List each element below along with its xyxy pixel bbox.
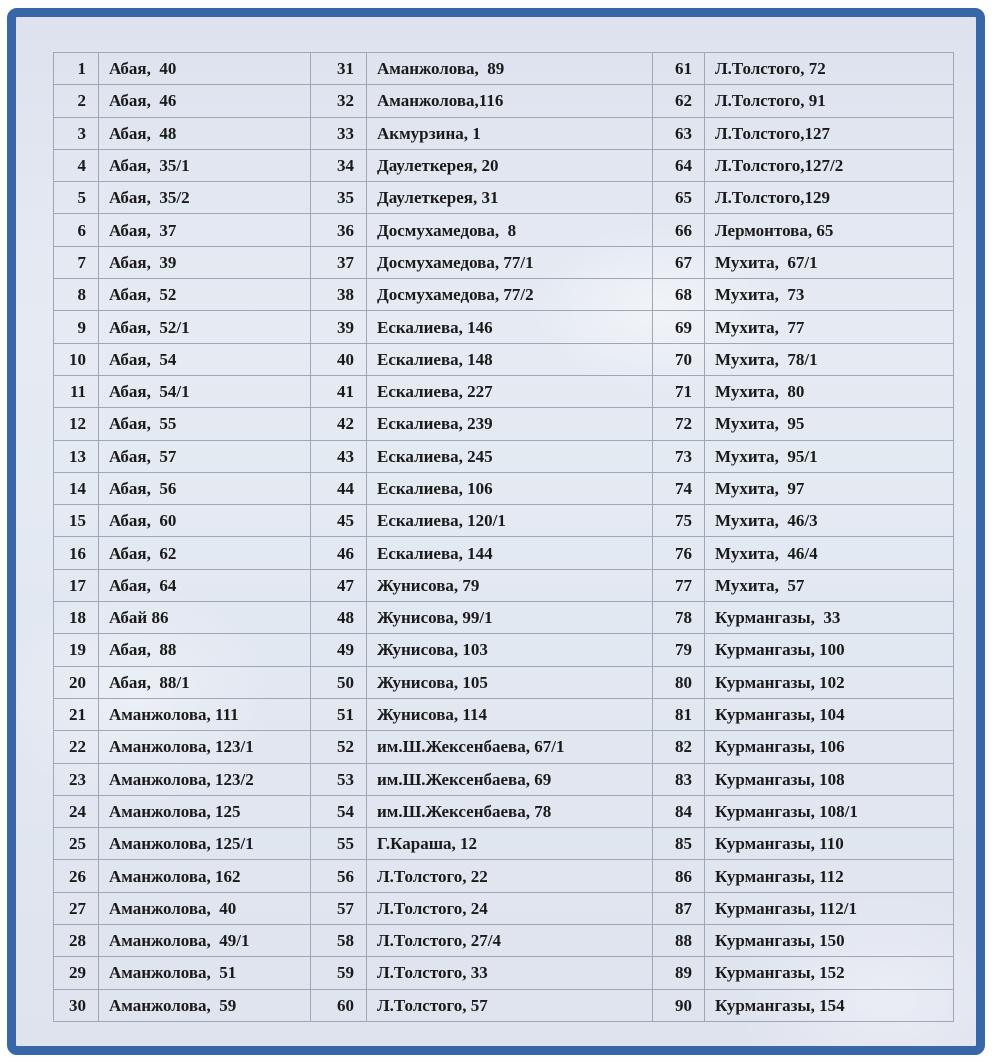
document-frame	[7, 8, 985, 1055]
address-cell: Ескалиева, 106	[367, 472, 653, 504]
row-number: 47	[311, 569, 367, 601]
row-number: 53	[311, 763, 367, 795]
address-cell: Курмангазы, 150	[705, 925, 954, 957]
row-number: 23	[54, 763, 99, 795]
row-number: 66	[653, 214, 705, 246]
table-row	[54, 279, 954, 311]
address-cell: Г.Караша, 12	[367, 828, 653, 860]
row-number: 27	[54, 892, 99, 924]
row-number: 41	[311, 375, 367, 407]
table-row	[54, 246, 954, 278]
address-cell: Курмангазы, 112	[705, 860, 954, 892]
address-cell: Л.Толстого, 33	[367, 957, 653, 989]
address-cell: Ескалиева, 227	[367, 375, 653, 407]
address-cell: Аманжолова, 89	[367, 53, 653, 85]
row-number: 63	[653, 117, 705, 149]
table-row	[54, 505, 954, 537]
address-cell: Л.Толстого,127	[705, 117, 954, 149]
address-cell: Даулеткерея, 20	[367, 149, 653, 181]
row-number: 48	[311, 602, 367, 634]
address-cell: Аманжолова, 111	[99, 698, 311, 730]
address-cell: Абая, 37	[99, 214, 311, 246]
table-row	[54, 537, 954, 569]
table-row	[54, 440, 954, 472]
row-number: 1	[54, 53, 99, 85]
row-number: 87	[653, 892, 705, 924]
address-cell: Абая, 88/1	[99, 666, 311, 698]
address-cell: Абая, 57	[99, 440, 311, 472]
row-number: 16	[54, 537, 99, 569]
row-number: 3	[54, 117, 99, 149]
table-row	[54, 892, 954, 924]
address-cell: Аманжолова, 125/1	[99, 828, 311, 860]
row-number: 88	[653, 925, 705, 957]
row-number: 82	[653, 731, 705, 763]
table-row	[54, 85, 954, 117]
table-row	[54, 925, 954, 957]
table-row	[54, 311, 954, 343]
table-row	[54, 53, 954, 85]
address-cell: Курмангазы, 154	[705, 989, 954, 1021]
address-cell: Курмангазы, 100	[705, 634, 954, 666]
address-cell: Абая, 35/2	[99, 182, 311, 214]
row-number: 28	[54, 925, 99, 957]
address-cell: Абая, 54	[99, 343, 311, 375]
address-cell: Досмухамедова, 77/2	[367, 279, 653, 311]
address-cell: им.Ш.Жексенбаева, 69	[367, 763, 653, 795]
address-cell: Лермонтова, 65	[705, 214, 954, 246]
row-number: 58	[311, 925, 367, 957]
row-number: 15	[54, 505, 99, 537]
address-cell: Л.Толстого, 91	[705, 85, 954, 117]
row-number: 85	[653, 828, 705, 860]
row-number: 31	[311, 53, 367, 85]
row-number: 5	[54, 182, 99, 214]
address-cell: Мухита, 78/1	[705, 343, 954, 375]
row-number: 74	[653, 472, 705, 504]
address-cell: Аманжолова, 40	[99, 892, 311, 924]
address-cell: Абая, 39	[99, 246, 311, 278]
address-cell: Курмангазы, 106	[705, 731, 954, 763]
table-row	[54, 602, 954, 634]
address-cell: Жунисова, 99/1	[367, 602, 653, 634]
address-cell: Аманжолова, 123/2	[99, 763, 311, 795]
address-cell: Аманжолова,116	[367, 85, 653, 117]
table-row	[54, 731, 954, 763]
table-row	[54, 214, 954, 246]
row-number: 4	[54, 149, 99, 181]
row-number: 52	[311, 731, 367, 763]
row-number: 61	[653, 53, 705, 85]
row-number: 18	[54, 602, 99, 634]
address-cell: Курмангазы, 108/1	[705, 795, 954, 827]
row-number: 12	[54, 408, 99, 440]
table-row	[54, 795, 954, 827]
row-number: 2	[54, 85, 99, 117]
address-cell: Аманжолова, 49/1	[99, 925, 311, 957]
address-cell: Мухита, 77	[705, 311, 954, 343]
address-cell: Л.Толстого,129	[705, 182, 954, 214]
table-row	[54, 472, 954, 504]
address-cell: Абая, 52/1	[99, 311, 311, 343]
row-number: 57	[311, 892, 367, 924]
address-cell: Ескалиева, 144	[367, 537, 653, 569]
address-cell: Абая, 60	[99, 505, 311, 537]
table-row	[54, 989, 954, 1021]
address-cell: Л.Толстого, 27/4	[367, 925, 653, 957]
row-number: 72	[653, 408, 705, 440]
address-cell: Мухита, 95	[705, 408, 954, 440]
table-row	[54, 569, 954, 601]
row-number: 90	[653, 989, 705, 1021]
row-number: 83	[653, 763, 705, 795]
row-number: 64	[653, 149, 705, 181]
row-number: 21	[54, 698, 99, 730]
table-row	[54, 698, 954, 730]
address-cell: Абая, 46	[99, 85, 311, 117]
row-number: 67	[653, 246, 705, 278]
address-cell: Курмангазы, 102	[705, 666, 954, 698]
address-cell: Досмухамедова, 77/1	[367, 246, 653, 278]
address-cell: Досмухамедова, 8	[367, 214, 653, 246]
address-cell: Абая, 40	[99, 53, 311, 85]
row-number: 70	[653, 343, 705, 375]
row-number: 11	[54, 375, 99, 407]
address-cell: Аманжолова, 59	[99, 989, 311, 1021]
row-number: 84	[653, 795, 705, 827]
row-number: 49	[311, 634, 367, 666]
address-cell: Абая, 56	[99, 472, 311, 504]
row-number: 56	[311, 860, 367, 892]
row-number: 7	[54, 246, 99, 278]
row-number: 9	[54, 311, 99, 343]
row-number: 37	[311, 246, 367, 278]
row-number: 13	[54, 440, 99, 472]
address-cell: Аманжолова, 162	[99, 860, 311, 892]
address-cell: Мухита, 67/1	[705, 246, 954, 278]
address-cell: Курмангазы, 112/1	[705, 892, 954, 924]
row-number: 39	[311, 311, 367, 343]
address-cell: Абая, 48	[99, 117, 311, 149]
row-number: 24	[54, 795, 99, 827]
row-number: 81	[653, 698, 705, 730]
table-row	[54, 182, 954, 214]
address-table-body	[54, 53, 954, 1022]
row-number: 44	[311, 472, 367, 504]
row-number: 40	[311, 343, 367, 375]
address-cell: Мухита, 73	[705, 279, 954, 311]
row-number: 33	[311, 117, 367, 149]
row-number: 29	[54, 957, 99, 989]
address-cell: Мухита, 46/3	[705, 505, 954, 537]
table-row	[54, 860, 954, 892]
row-number: 51	[311, 698, 367, 730]
table-row	[54, 957, 954, 989]
address-cell: Л.Толстого, 72	[705, 53, 954, 85]
address-cell: Аманжолова, 123/1	[99, 731, 311, 763]
address-table	[53, 52, 954, 1022]
row-number: 77	[653, 569, 705, 601]
row-number: 68	[653, 279, 705, 311]
row-number: 8	[54, 279, 99, 311]
row-number: 75	[653, 505, 705, 537]
row-number: 34	[311, 149, 367, 181]
address-cell: Жунисова, 103	[367, 634, 653, 666]
address-cell: Абая, 52	[99, 279, 311, 311]
row-number: 6	[54, 214, 99, 246]
row-number: 38	[311, 279, 367, 311]
address-cell: им.Ш.Жексенбаева, 78	[367, 795, 653, 827]
row-number: 32	[311, 85, 367, 117]
address-cell: Курмангазы, 110	[705, 828, 954, 860]
row-number: 35	[311, 182, 367, 214]
row-number: 10	[54, 343, 99, 375]
row-number: 42	[311, 408, 367, 440]
row-number: 59	[311, 957, 367, 989]
row-number: 86	[653, 860, 705, 892]
table-row	[54, 149, 954, 181]
address-cell: Курмангазы, 33	[705, 602, 954, 634]
table-row	[54, 828, 954, 860]
address-cell: Мухита, 80	[705, 375, 954, 407]
table-row	[54, 343, 954, 375]
address-cell: Абая, 54/1	[99, 375, 311, 407]
address-cell: Курмангазы, 152	[705, 957, 954, 989]
address-cell: Абая, 35/1	[99, 149, 311, 181]
row-number: 19	[54, 634, 99, 666]
address-cell: Аманжолова, 51	[99, 957, 311, 989]
row-number: 76	[653, 537, 705, 569]
row-number: 60	[311, 989, 367, 1021]
table-row	[54, 408, 954, 440]
address-cell: Абай 86	[99, 602, 311, 634]
row-number: 46	[311, 537, 367, 569]
table-row	[54, 634, 954, 666]
row-number: 65	[653, 182, 705, 214]
address-cell: Ескалиева, 148	[367, 343, 653, 375]
address-cell: Абая, 55	[99, 408, 311, 440]
table-row	[54, 666, 954, 698]
address-cell: Л.Толстого, 24	[367, 892, 653, 924]
address-cell: Мухита, 95/1	[705, 440, 954, 472]
table-row	[54, 375, 954, 407]
row-number: 45	[311, 505, 367, 537]
address-cell: Ескалиева, 120/1	[367, 505, 653, 537]
address-cell: им.Ш.Жексенбаева, 67/1	[367, 731, 653, 763]
row-number: 54	[311, 795, 367, 827]
address-cell: Ескалиева, 239	[367, 408, 653, 440]
address-cell: Жунисова, 114	[367, 698, 653, 730]
row-number: 43	[311, 440, 367, 472]
address-cell: Абая, 62	[99, 537, 311, 569]
address-cell: Ескалиева, 146	[367, 311, 653, 343]
table-row	[54, 763, 954, 795]
row-number: 80	[653, 666, 705, 698]
row-number: 36	[311, 214, 367, 246]
row-number: 14	[54, 472, 99, 504]
row-number: 20	[54, 666, 99, 698]
address-cell: Абая, 64	[99, 569, 311, 601]
row-number: 69	[653, 311, 705, 343]
address-cell: Аманжолова, 125	[99, 795, 311, 827]
row-number: 26	[54, 860, 99, 892]
address-cell: Курмангазы, 108	[705, 763, 954, 795]
address-cell: Абая, 88	[99, 634, 311, 666]
address-cell: Л.Толстого,127/2	[705, 149, 954, 181]
row-number: 22	[54, 731, 99, 763]
row-number: 30	[54, 989, 99, 1021]
row-number: 62	[653, 85, 705, 117]
row-number: 71	[653, 375, 705, 407]
address-cell: Курмангазы, 104	[705, 698, 954, 730]
row-number: 50	[311, 666, 367, 698]
table-row	[54, 117, 954, 149]
address-cell: Даулеткерея, 31	[367, 182, 653, 214]
address-cell: Ескалиева, 245	[367, 440, 653, 472]
row-number: 89	[653, 957, 705, 989]
row-number: 79	[653, 634, 705, 666]
address-cell: Л.Толстого, 22	[367, 860, 653, 892]
address-cell: Л.Толстого, 57	[367, 989, 653, 1021]
row-number: 17	[54, 569, 99, 601]
address-cell: Акмурзина, 1	[367, 117, 653, 149]
row-number: 55	[311, 828, 367, 860]
address-cell: Жунисова, 105	[367, 666, 653, 698]
row-number: 78	[653, 602, 705, 634]
address-cell: Жунисова, 79	[367, 569, 653, 601]
row-number: 25	[54, 828, 99, 860]
address-cell: Мухита, 57	[705, 569, 954, 601]
address-cell: Мухита, 97	[705, 472, 954, 504]
row-number: 73	[653, 440, 705, 472]
address-cell: Мухита, 46/4	[705, 537, 954, 569]
